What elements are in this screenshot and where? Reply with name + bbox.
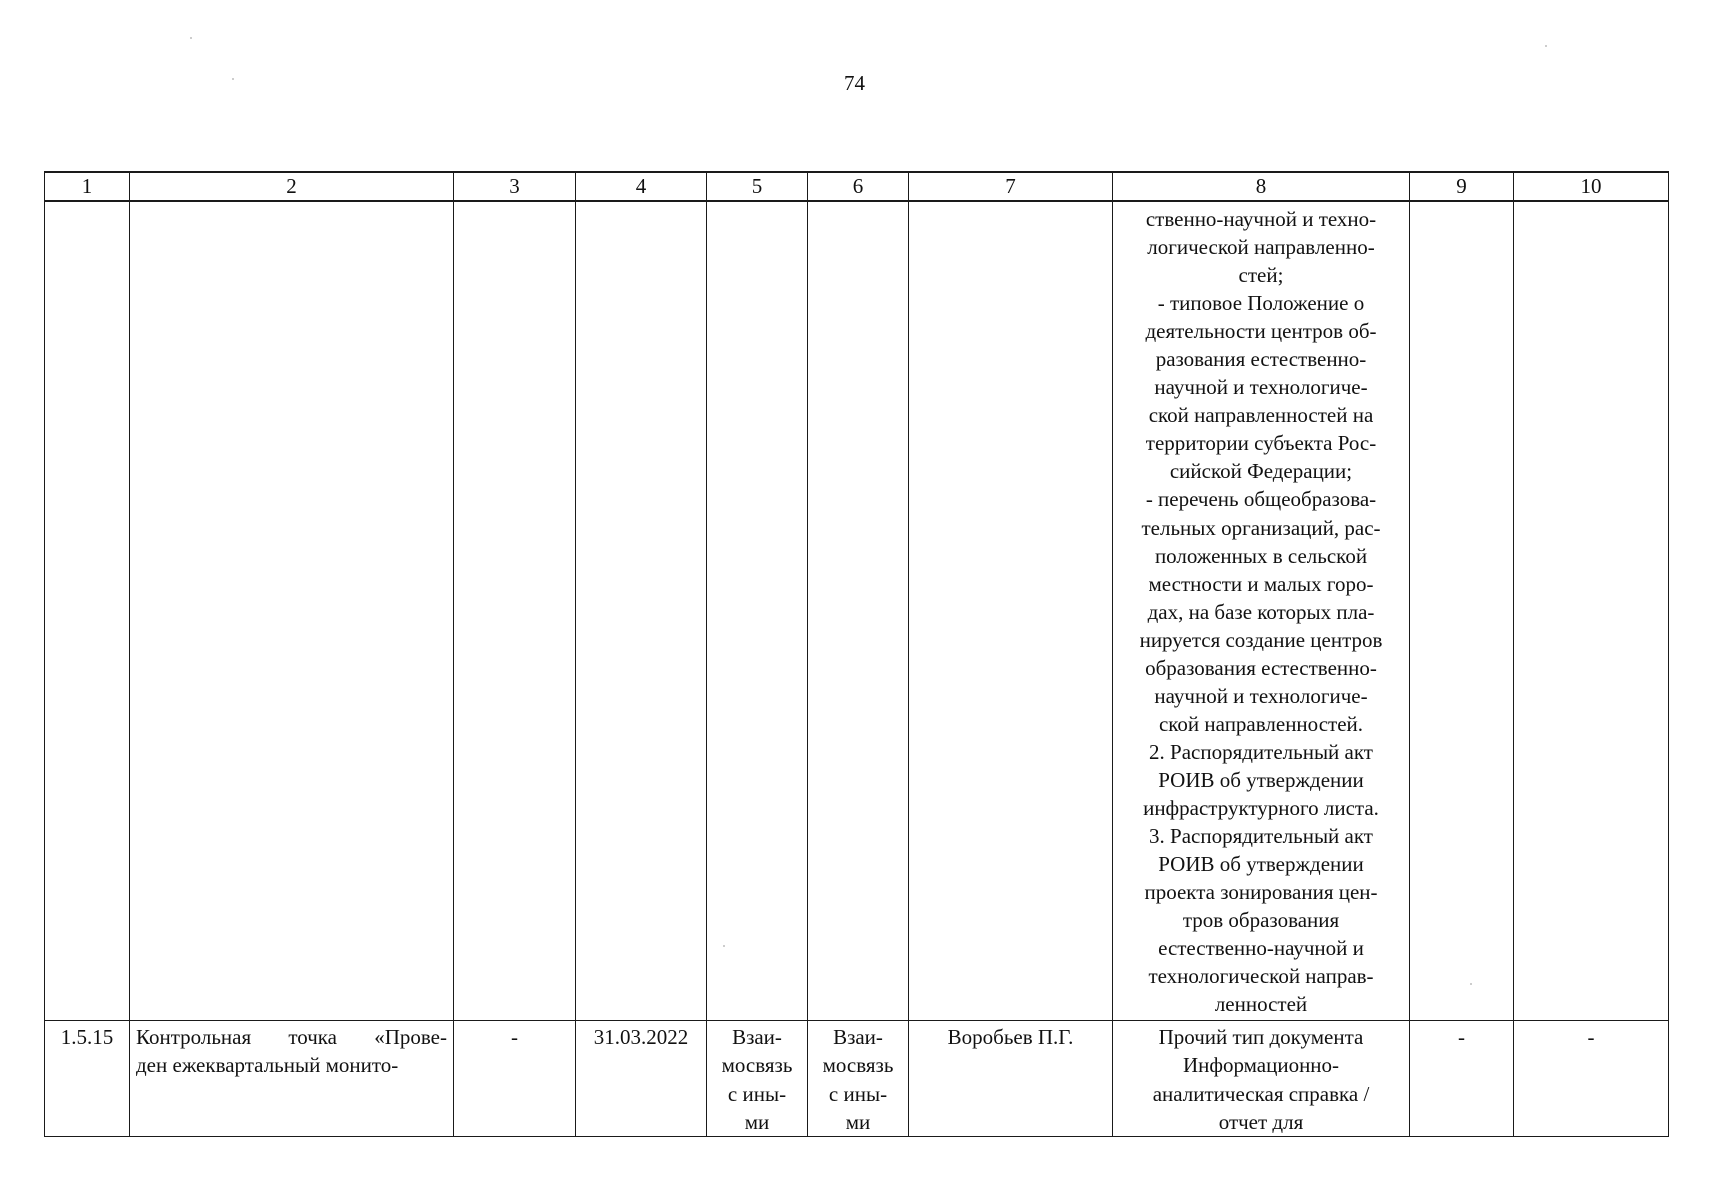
header-row: [45, 172, 1669, 201]
item-document-line: аналитическая справка /: [1152, 1081, 1370, 1106]
document-list-cell: [1113, 201, 1410, 1021]
header-col-7: 7: [909, 172, 1113, 201]
header-col-2: 2: [130, 172, 454, 201]
header-col-3: 3: [454, 172, 576, 201]
item-col5-line: Взаи-: [732, 1025, 782, 1049]
document-list-line: дах, на базе которых пла-: [1147, 599, 1375, 624]
item-responsible-cell: Воробьев П.Г.: [909, 1021, 1113, 1137]
header-col-6: 6: [808, 172, 909, 201]
document-list-line: тров образования: [1182, 908, 1340, 933]
document-list-line: естественно-научной и: [1158, 936, 1364, 961]
item-document-line: отчет для: [1218, 1109, 1304, 1134]
header-col-1: 1: [45, 172, 130, 201]
document-list-line: ской направленностей на: [1148, 403, 1374, 428]
item-col5-line: ми: [744, 1109, 770, 1134]
item-col5-cell: [707, 1021, 808, 1137]
document-list-line: разования естественно-: [1155, 347, 1367, 372]
document-list-line: инфраструктурного листа.: [1143, 795, 1379, 820]
item-col6-line: мосвязь: [822, 1053, 894, 1078]
cont-cell-6: [808, 201, 909, 1021]
document-list-line: ской направленностей.: [1158, 711, 1364, 736]
table-row-1-5-15: [45, 1021, 1669, 1137]
item-col6-cell: [808, 1021, 909, 1137]
scan-speck: [232, 78, 234, 80]
cont-cell-10: [1514, 201, 1669, 1021]
document-list-line: ственно-научной и техно-: [1145, 207, 1377, 231]
document-list-line: научной и технологиче-: [1154, 375, 1368, 400]
item-col5-line: с ины-: [727, 1081, 787, 1106]
header-col-9: 9: [1410, 172, 1514, 201]
item-document-line: Прочий тип документа: [1158, 1025, 1364, 1049]
cont-cell-9: [1410, 201, 1514, 1021]
item-col6-line: Взаи-: [833, 1025, 883, 1049]
document-list-line: тельных организаций, рас-: [1141, 515, 1381, 540]
item-col6-line: с ины-: [828, 1081, 888, 1106]
document-list-line: проекта зонирования цен-: [1144, 880, 1378, 905]
document-list-line: ленностей: [1214, 992, 1308, 1017]
cont-cell-3: [454, 201, 576, 1021]
item-col3-cell: -: [454, 1021, 576, 1137]
cont-cell-7: [909, 201, 1113, 1021]
scan-speck: [723, 945, 725, 947]
document-table: [44, 171, 1669, 1137]
cont-cell-5: [707, 201, 808, 1021]
item-document-cell: [1113, 1021, 1410, 1137]
document-list-line: технологической направ-: [1148, 964, 1374, 989]
document-list-line: положенных в сельской: [1154, 543, 1368, 568]
item-document-line: Информационно-: [1182, 1053, 1340, 1078]
document-list-line: нируется создание центров: [1139, 627, 1383, 652]
scan-speck: [1470, 983, 1472, 985]
cont-cell-2: [130, 201, 454, 1021]
document-list-line: сийской Федерации;: [1169, 459, 1353, 484]
header-col-10: 10: [1514, 172, 1669, 201]
document-list-line: РОИВ об утверждении: [1158, 767, 1364, 792]
cont-cell-4: [576, 201, 707, 1021]
scan-speck: [1545, 45, 1547, 47]
header-col-8: 8: [1113, 172, 1410, 201]
item-col5-line: мосвязь: [721, 1053, 793, 1078]
document-list-line: 2. Распорядительный акт: [1149, 739, 1373, 764]
item-col6-line: ми: [845, 1109, 871, 1134]
document-list-line: РОИВ об утверждении: [1158, 852, 1364, 877]
document-list-line: логической направленно-: [1147, 235, 1375, 260]
continuation-row: [45, 201, 1669, 1021]
item-col9-cell: -: [1410, 1021, 1514, 1137]
item-number-cell: 1.5.15: [45, 1021, 130, 1137]
item-description-cell: [130, 1021, 454, 1137]
cont-cell-1: [45, 201, 130, 1021]
item-description-line: Контрольная точка «Прове-: [136, 1025, 447, 1049]
document-list-line: территории субъекта Рос-: [1145, 431, 1377, 456]
document-list-line: деятельности центров об-: [1145, 319, 1377, 344]
document-list-line: - типовое Положение о: [1157, 291, 1365, 316]
item-col10-cell: -: [1514, 1021, 1669, 1137]
page-number: 74: [844, 71, 865, 95]
document-list-line: стей;: [1238, 263, 1284, 288]
item-description-line: ден ежеквартальный монито-: [136, 1053, 399, 1078]
document-list-line: - перечень общеобразова-: [1145, 487, 1377, 512]
document-list-line: 3. Распорядительный акт: [1149, 824, 1373, 849]
document-list-line: местности и малых горо-: [1148, 571, 1374, 596]
item-date-cell: 31.03.2022: [576, 1021, 707, 1137]
header-col-5: 5: [707, 172, 808, 201]
document-list-line: научной и технологиче-: [1154, 683, 1368, 708]
header-col-4: 4: [576, 172, 707, 201]
scan-speck: [190, 37, 192, 39]
document-list-line: образования естественно-: [1145, 655, 1377, 680]
table-header: [45, 172, 1669, 201]
